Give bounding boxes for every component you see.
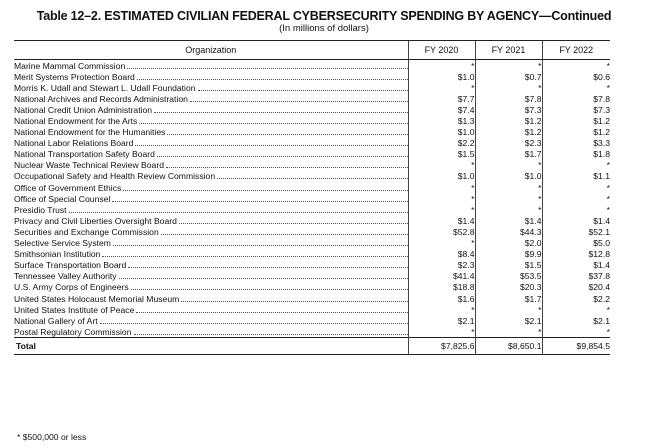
organization-name: National Endowment for the Humanities (14, 127, 166, 138)
column-header-fy2022: FY 2022 (542, 41, 610, 60)
organization-cell (14, 260, 408, 271)
table-row (14, 226, 610, 237)
dot-leader (134, 334, 408, 335)
table-row (14, 193, 610, 204)
dot-leader (100, 323, 408, 324)
value-cell-fy2020: $41.4 (408, 271, 475, 282)
dot-leader (113, 245, 408, 246)
table-row (14, 238, 610, 249)
dot-leader (128, 267, 407, 268)
value-cell-fy2021: $7.3 (475, 104, 542, 115)
table-row (14, 82, 610, 93)
table-row (14, 104, 610, 115)
organization-name: Office of Special Counsel (14, 193, 111, 204)
value-cell-fy2020: $18.8 (408, 282, 475, 293)
dot-leader (119, 278, 408, 279)
organization-name: Surface Transportation Board (14, 260, 127, 271)
dot-leader (181, 301, 407, 302)
value-cell-fy2020: $2.3 (408, 260, 475, 271)
table-row (14, 315, 610, 326)
organization-name: Selective Service System (14, 238, 111, 249)
value-cell-fy2020: $7.7 (408, 93, 475, 104)
value-cell-fy2021: $9.9 (475, 249, 542, 260)
table-row (14, 204, 610, 215)
organization-name: Securities and Exchange Commission (14, 226, 159, 237)
total-row (14, 338, 610, 355)
table-row (14, 271, 610, 282)
value-cell-fy2020: $8.4 (408, 249, 475, 260)
table-row (14, 326, 610, 338)
value-cell-fy2021: * (475, 204, 542, 215)
value-cell-fy2022: * (542, 60, 610, 72)
value-cell-fy2020: $7.4 (408, 104, 475, 115)
organization-name: National Archives and Records Administration (14, 93, 188, 104)
organization-cell (14, 226, 408, 237)
value-cell-fy2020: * (408, 304, 475, 315)
organization-name: Postal Regulatory Commission (14, 326, 132, 337)
table-title: Table 12–2. ESTIMATED CIVILIAN FEDERAL CYBERSECURITY SPENDING BY AGENCY—Continued (36, 9, 612, 23)
value-cell-fy2020: $1.3 (408, 115, 475, 126)
organization-name: Presidio Trust (14, 204, 67, 215)
footnote: * $500,000 or less (17, 432, 87, 442)
value-cell-fy2021: $7.8 (475, 93, 542, 104)
value-cell-fy2020: $52.8 (408, 226, 475, 237)
dot-leader (123, 190, 407, 191)
organization-cell (14, 282, 408, 293)
organization-name: National Transportation Safety Board (14, 149, 155, 160)
organization-cell (14, 215, 408, 226)
value-cell-fy2022: $2.1 (542, 315, 610, 326)
column-header-organization: Organization (14, 41, 408, 60)
value-cell-fy2020: $1.0 (408, 171, 475, 182)
column-header-fy2020: FY 2020 (408, 41, 475, 60)
table-row (14, 293, 610, 304)
value-cell-fy2021: $0.7 (475, 71, 542, 82)
value-cell-fy2022: $3.3 (542, 138, 610, 149)
dot-leader (157, 156, 408, 157)
value-cell-fy2021: * (475, 82, 542, 93)
dot-leader (167, 134, 407, 135)
value-cell-fy2020: * (408, 326, 475, 338)
value-cell-fy2022: $7.3 (542, 104, 610, 115)
table-row (14, 93, 610, 104)
organization-cell (14, 138, 408, 149)
value-cell-fy2022: $52.1 (542, 226, 610, 237)
table-row (14, 115, 610, 126)
organization-cell (14, 238, 408, 249)
value-cell-fy2022: * (542, 182, 610, 193)
header-row (14, 41, 610, 60)
table-row (14, 282, 610, 293)
organization-name: National Credit Union Administration (14, 104, 153, 115)
value-cell-fy2021: $2.0 (475, 238, 542, 249)
dot-leader (135, 145, 407, 146)
total-fy2022: $9,854.5 (542, 338, 610, 355)
table-row (14, 60, 610, 72)
organization-name: United States Institute of Peace (14, 304, 135, 315)
value-cell-fy2022: $1.8 (542, 149, 610, 160)
value-cell-fy2021: $1.7 (475, 149, 542, 160)
value-cell-fy2022: $20.4 (542, 282, 610, 293)
total-label: Total (14, 338, 408, 355)
dot-leader (139, 123, 407, 124)
value-cell-fy2020: * (408, 204, 475, 215)
organization-cell (14, 304, 408, 315)
value-cell-fy2022: $2.2 (542, 293, 610, 304)
dot-leader (137, 79, 408, 80)
value-cell-fy2022: $1.2 (542, 115, 610, 126)
organization-cell (14, 104, 408, 115)
organization-name: National Endowment for the Arts (14, 116, 138, 127)
table-row (14, 71, 610, 82)
organization-name: Smithsonian Institution (14, 249, 101, 260)
dot-leader (154, 112, 407, 113)
organization-name: Merit Systems Protection Board (14, 71, 135, 82)
table-body (14, 60, 610, 338)
dot-leader (161, 234, 408, 235)
table-row (14, 149, 610, 160)
value-cell-fy2020: * (408, 193, 475, 204)
value-cell-fy2022: $1.4 (542, 215, 610, 226)
organization-cell (14, 271, 408, 282)
total-fy2021: $8,650.1 (475, 338, 542, 355)
value-cell-fy2021: $1.2 (475, 127, 542, 138)
value-cell-fy2021: $1.7 (475, 293, 542, 304)
value-cell-fy2021: $1.0 (475, 171, 542, 182)
organization-cell (14, 127, 408, 138)
value-cell-fy2022: $1.2 (542, 127, 610, 138)
organization-cell (14, 326, 408, 338)
organization-cell (14, 204, 408, 215)
value-cell-fy2021: * (475, 160, 542, 171)
value-cell-fy2021: * (475, 60, 542, 72)
organization-name: National Gallery of Art (14, 315, 98, 326)
value-cell-fy2021: $20.3 (475, 282, 542, 293)
total-fy2020: $7,825.6 (408, 338, 475, 355)
dot-leader (127, 68, 407, 69)
value-cell-fy2022: $0.6 (542, 71, 610, 82)
dot-leader (112, 201, 407, 202)
organization-cell (14, 93, 408, 104)
value-cell-fy2021: $2.3 (475, 138, 542, 149)
organization-cell (14, 149, 408, 160)
dot-leader (136, 312, 407, 313)
value-cell-fy2022: $12.8 (542, 249, 610, 260)
organization-name: Marine Mammal Commission (14, 60, 126, 71)
value-cell-fy2020: * (408, 82, 475, 93)
organization-name: United States Holocaust Memorial Museum (14, 293, 180, 304)
value-cell-fy2021: $44.3 (475, 226, 542, 237)
value-cell-fy2021: $1.5 (475, 260, 542, 271)
organization-name: Office of Government Ethics (14, 182, 122, 193)
table-row (14, 260, 610, 271)
value-cell-fy2022: * (542, 304, 610, 315)
table-subtitle: (In millions of dollars) (279, 23, 369, 34)
value-cell-fy2020: * (408, 60, 475, 72)
value-cell-fy2020: $1.4 (408, 215, 475, 226)
table-row (14, 182, 610, 193)
table-row (14, 160, 610, 171)
value-cell-fy2022: $37.8 (542, 271, 610, 282)
dot-leader (69, 212, 408, 213)
table-row (14, 138, 610, 149)
value-cell-fy2020: $1.0 (408, 127, 475, 138)
column-header-fy2021: FY 2021 (475, 41, 542, 60)
value-cell-fy2022: $7.8 (542, 93, 610, 104)
organization-cell (14, 60, 408, 72)
organization-name: Privacy and Civil Liberties Oversight Board (14, 215, 177, 226)
organization-cell (14, 182, 408, 193)
organization-cell (14, 71, 408, 82)
organization-cell (14, 82, 408, 93)
value-cell-fy2022: $5.0 (542, 238, 610, 249)
value-cell-fy2020: $1.0 (408, 71, 475, 82)
dot-leader (198, 90, 408, 91)
dot-leader (131, 289, 408, 290)
value-cell-fy2021: * (475, 182, 542, 193)
value-cell-fy2022: * (542, 160, 610, 171)
dot-leader (166, 167, 408, 168)
value-cell-fy2021: $53.5 (475, 271, 542, 282)
value-cell-fy2020: * (408, 160, 475, 171)
dot-leader (102, 256, 407, 257)
organization-cell (14, 315, 408, 326)
value-cell-fy2020: $1.5 (408, 149, 475, 160)
organization-cell (14, 171, 408, 182)
value-cell-fy2020: $2.1 (408, 315, 475, 326)
value-cell-fy2022: * (542, 82, 610, 93)
value-cell-fy2022: * (542, 193, 610, 204)
organization-cell (14, 160, 408, 171)
organization-cell (14, 193, 408, 204)
value-cell-fy2022: $1.1 (542, 171, 610, 182)
value-cell-fy2021: * (475, 326, 542, 338)
value-cell-fy2021: $2.1 (475, 315, 542, 326)
table-row (14, 249, 610, 260)
dot-leader (179, 223, 408, 224)
value-cell-fy2020: $2.2 (408, 138, 475, 149)
value-cell-fy2021: $1.4 (475, 215, 542, 226)
spending-table (14, 40, 610, 355)
organization-name: Occupational Safety and Health Review Commission (14, 171, 216, 182)
value-cell-fy2021: * (475, 304, 542, 315)
dot-leader (217, 178, 407, 179)
table-row (14, 215, 610, 226)
table-row (14, 127, 610, 138)
value-cell-fy2020: $1.6 (408, 293, 475, 304)
organization-name: Morris K. Udall and Stewart L. Udall Foundation (14, 82, 196, 93)
value-cell-fy2022: * (542, 326, 610, 338)
organization-name: Nuclear Waste Technical Review Board (14, 160, 164, 171)
value-cell-fy2021: * (475, 193, 542, 204)
value-cell-fy2020: * (408, 238, 475, 249)
organization-cell (14, 115, 408, 126)
value-cell-fy2021: $1.2 (475, 115, 542, 126)
value-cell-fy2022: * (542, 204, 610, 215)
organization-name: National Labor Relations Board (14, 138, 134, 149)
organization-name: U.S. Army Corps of Engineers (14, 282, 129, 293)
organization-name: Tennessee Valley Authority (14, 271, 117, 282)
value-cell-fy2022: $1.4 (542, 260, 610, 271)
table-row (14, 171, 610, 182)
table-row (14, 304, 610, 315)
organization-cell (14, 293, 408, 304)
value-cell-fy2020: * (408, 182, 475, 193)
dot-leader (190, 101, 408, 102)
organization-cell (14, 249, 408, 260)
